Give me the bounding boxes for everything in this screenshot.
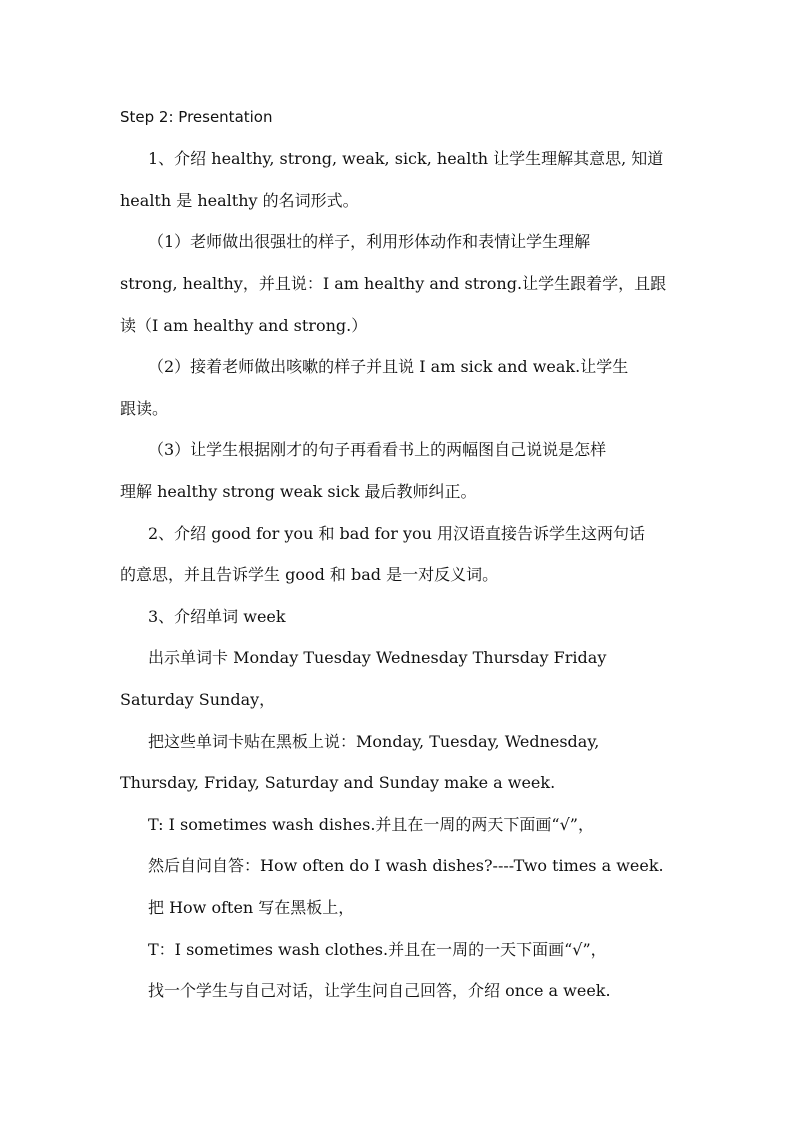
paragraph-line: 找一个学生与自己对话，让学生问自己回答，介绍 once a week. [148, 981, 611, 1000]
paragraph-line: Thursday, Friday, Saturday and Sunday make a week. [120, 773, 556, 792]
paragraph-line: （2）接着老师做出咳嗽的样子并且说 I am sick and weak.让学生 [148, 357, 629, 376]
paragraph-line: 理解 healthy strong weak sick 最后教师纠正。 [120, 482, 477, 501]
paragraph-line: 的意思，并且告诉学生 good 和 bad 是一对反义词。 [120, 565, 499, 584]
paragraph-line: 2、介绍 good for you 和 bad for you 用汉语直接告诉学生这两句话 [148, 524, 646, 543]
paragraph-line: 然后自问自答：How often do I wash dishes?----Two times a week. [148, 856, 664, 875]
paragraph-line: 读（I am healthy and strong.） [120, 316, 368, 335]
paragraph-line: （1）老师做出很强壮的样子，利用形体动作和表情让学生理解 [148, 232, 591, 251]
paragraph-line: （3）让学生根据刚才的句子再看看书上的两幅图自己说说是怎样 [148, 440, 607, 459]
paragraph-line: 跟读。 [120, 399, 169, 418]
paragraph-line: strong, healthy，并且说：I am healthy and strong.让学生跟着学，且跟 [120, 274, 667, 293]
paragraph-line: health 是 healthy 的名词形式。 [120, 191, 359, 210]
paragraph-line: 3、介绍单词 week [148, 607, 286, 626]
paragraph-line: T: I sometimes wash dishes.并且在一周的两天下面画“√”， [148, 815, 594, 834]
section-heading: Step 2: Presentation [120, 108, 273, 126]
paragraph-line: T：I sometimes wash clothes.并且在一周的一天下面画“√”， [148, 940, 607, 959]
paragraph-line: Saturday Sunday， [120, 690, 276, 709]
paragraph-line: 把这些单词卡贴在黑板上说：Monday, Tuesday, Wednesday, [148, 732, 600, 751]
paragraph-line: 1、介绍 healthy, strong, weak, sick, health 让学生理解其意思, 知道 [148, 149, 664, 168]
paragraph-line: 出示单词卡 Monday Tuesday Wednesday Thursday Friday [148, 648, 607, 667]
paragraph-line: 把 How often 写在黑板上， [148, 898, 355, 917]
